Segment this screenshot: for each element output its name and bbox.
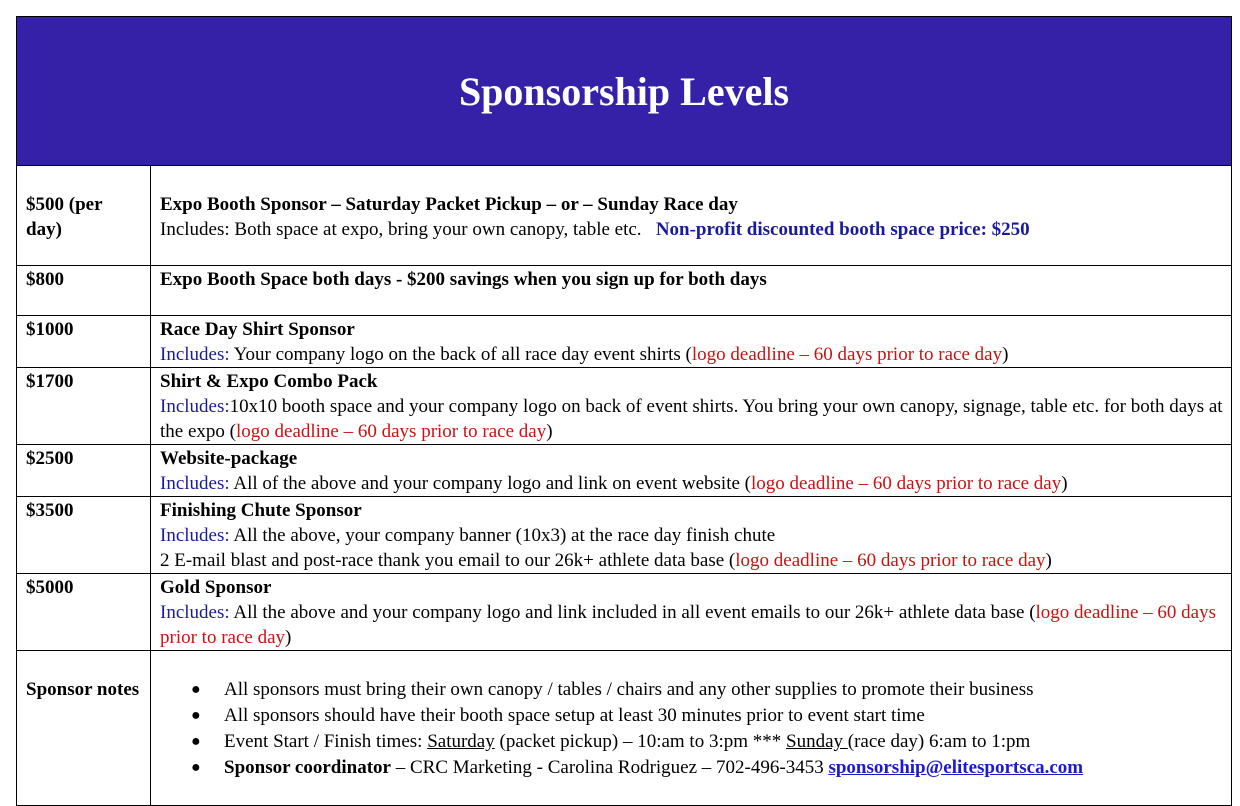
includes-label: Includes: — [160, 473, 230, 494]
level-description — [160, 523, 1223, 548]
level-title: Expo Booth Sponsor – Saturday Packet Pickup – or – Sunday Race day — [160, 194, 738, 215]
includes-label: Includes: — [160, 602, 230, 623]
bullet-icon: ● — [191, 759, 201, 776]
bullet-icon: ● — [191, 681, 201, 698]
description-text: All the above, your company banner (10x3) at the race day finish chute — [233, 525, 776, 546]
sunday-label: Sunday — [786, 731, 848, 752]
level-title: Shirt & Expo Combo Pack — [160, 371, 378, 392]
description-text: All of the above and your company logo and link on event website ( — [233, 473, 751, 494]
description-text: Your company logo on the back of all race day event shirts ( — [233, 344, 692, 365]
sponsorship-page — [16, 16, 1232, 796]
includes-label: Includes: — [160, 396, 230, 417]
note-text: Event Start / Finish times: — [224, 731, 428, 752]
price-cell: $3500 — [17, 497, 151, 574]
notes-list — [160, 677, 1223, 781]
table-row — [17, 574, 1232, 651]
level-title: Gold Sponsor — [160, 577, 272, 598]
logo-deadline: logo deadline – 60 days prior to race day — [735, 550, 1046, 571]
level-cell — [151, 574, 1232, 651]
price-cell: $5000 — [17, 574, 151, 651]
notes-label: Sponsor notes — [17, 651, 151, 806]
note-text: (race day) 6:am to 1:pm — [847, 731, 1031, 752]
coordinator-label: Sponsor coordinator — [224, 757, 391, 778]
saturday-label: Saturday — [427, 731, 495, 752]
includes-label: Includes: — [160, 344, 230, 365]
level-title: Finishing Chute Sponsor — [160, 500, 362, 521]
price-cell: $800 — [17, 266, 151, 316]
note-text: – CRC Marketing - Carolina Rodriguez – 702-496-3453 — [390, 757, 829, 778]
list-item — [191, 755, 1223, 781]
suffix: ) — [285, 627, 292, 648]
description-text: Both space at expo, bring your own canopy, table etc. — [234, 219, 642, 240]
table-row — [17, 368, 1232, 445]
level-cell — [151, 497, 1232, 574]
level-cell — [151, 368, 1232, 445]
description-text: 10x10 booth space and your company logo on back of event shirts. You bring your own canopy, signage, table etc. for both days at the expo ( — [160, 396, 1223, 442]
logo-deadline: logo deadline – 60 days prior to race day — [691, 344, 1003, 365]
level-description — [160, 600, 1223, 650]
description-text: All the above and your company logo and link included in all event emails to our 26k+ athlete data base ( — [233, 602, 1036, 623]
logo-deadline: logo deadline – 60 days prior to race day — [235, 421, 547, 442]
includes-label: Includes: — [160, 525, 230, 546]
price-cell: $500 (per day) — [17, 166, 151, 266]
includes-label: Includes: — [160, 219, 230, 240]
level-description — [160, 394, 1223, 444]
price-cell: $1000 — [17, 316, 151, 368]
level-description-2 — [160, 548, 1223, 573]
list-item — [191, 729, 1223, 755]
level-description — [160, 471, 1223, 496]
bullet-icon: ● — [191, 733, 201, 750]
level-cell — [151, 266, 1232, 316]
level-cell — [151, 316, 1232, 368]
level-description — [160, 342, 1223, 367]
suffix: ) — [1061, 473, 1068, 494]
price-cell: $1700 — [17, 368, 151, 445]
note-text: All sponsors should have their booth space setup at least 30 minutes prior to event start time — [224, 705, 925, 726]
table-row — [17, 316, 1232, 368]
suffix: ) — [1002, 344, 1009, 365]
suffix: ) — [1045, 550, 1052, 571]
page-title: Sponsorship Levels — [458, 68, 790, 114]
price-cell: $2500 — [17, 445, 151, 497]
level-title: Expo Booth Space both days - $200 savings when you sign up for both days — [160, 269, 767, 290]
table-row — [17, 445, 1232, 497]
notes-cell — [151, 651, 1232, 806]
logo-deadline: logo deadline – 60 days prior to race day — [750, 473, 1062, 494]
list-item — [191, 677, 1223, 703]
suffix: ) — [546, 421, 553, 442]
note-text: All sponsors must bring their own canopy / tables / chairs and any other supplies to promote their business — [224, 679, 1034, 700]
description-text: 2 E-mail blast and post-race thank you email to our 26k+ athlete data base ( — [160, 550, 736, 571]
level-title: Website-package — [160, 448, 298, 469]
level-description — [160, 217, 1223, 242]
logo-deadline: logo deadline – 60 days prior to race day — [160, 602, 1216, 648]
level-cell — [151, 445, 1232, 497]
nonprofit-price: Non-profit discounted booth space price: $250 — [655, 219, 1030, 240]
level-title: Race Day Shirt Sponsor — [160, 319, 355, 340]
table-row — [17, 266, 1232, 316]
list-item — [191, 703, 1223, 729]
sponsorship-email-link[interactable]: sponsorship@elitesportsca.com — [828, 757, 1084, 778]
table-row — [17, 651, 1232, 806]
level-cell — [151, 166, 1232, 266]
table-row — [17, 166, 1232, 266]
note-text: (packet pickup) – 10:am to 3:pm *** — [494, 731, 787, 752]
table-row — [17, 497, 1232, 574]
bullet-icon: ● — [191, 707, 201, 724]
header-banner — [16, 16, 1232, 166]
sponsorship-table — [16, 165, 1232, 806]
